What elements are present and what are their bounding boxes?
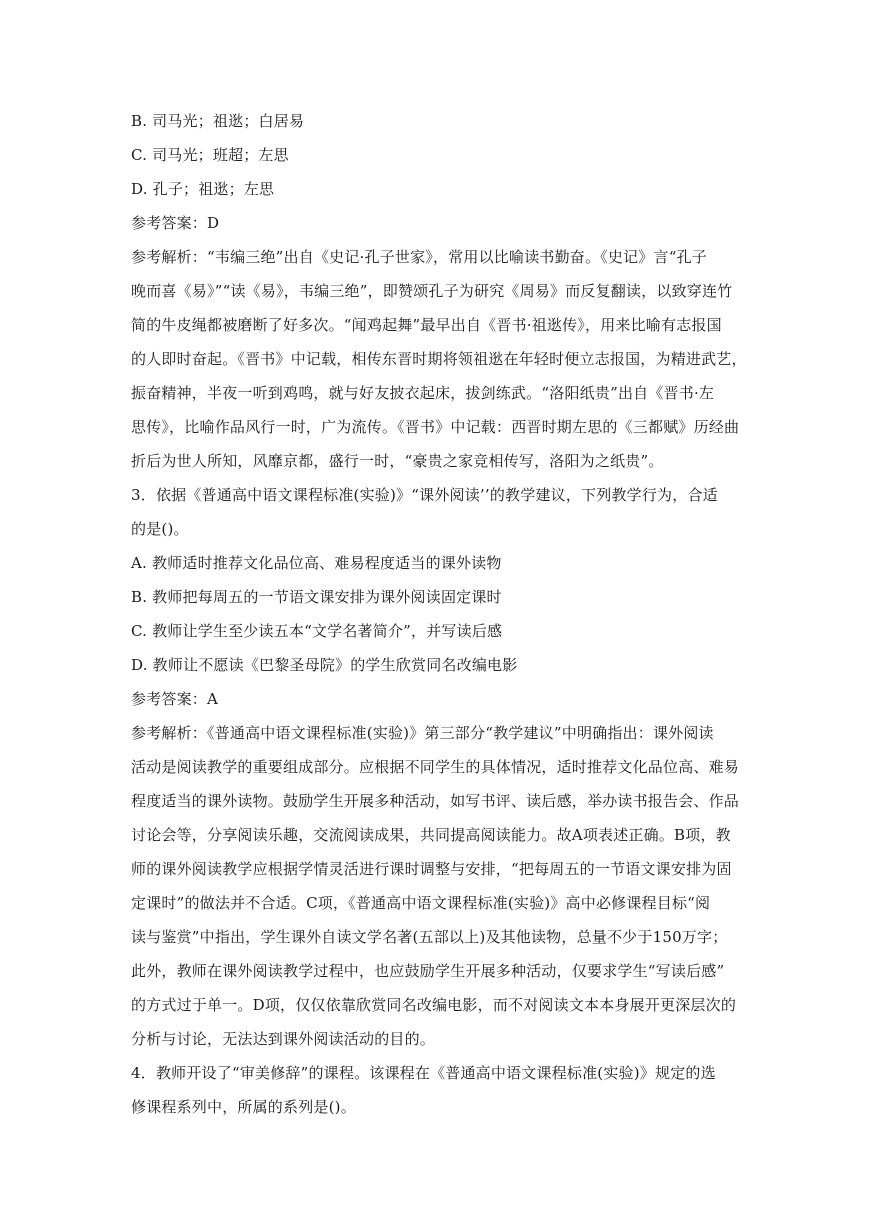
question-line: 3．依据《普通高中语文课程标准(实验)》“课外阅读’’的教学建议，下列教学行为，合适	[131, 486, 718, 504]
document-page	[131, 104, 747, 1124]
question-line: 4．教师开设了“审美修辞”的课程。该课程在《普通高中语文课程标准(实验)》规定的选	[131, 1064, 716, 1082]
analysis-line: 定课时”的做法并不合适。C项，《普通高中语文课程标准(实验)》高中必修课程目标“阅	[131, 894, 711, 912]
question-3	[131, 478, 741, 546]
q2-option-b: B. 司马光；祖逖；白居易	[131, 112, 305, 130]
question-4	[131, 1056, 741, 1124]
q2-analysis	[131, 240, 747, 478]
q3-option-c: C. 教师让学生至少读五本“文学名著简介”，并写读后感	[131, 622, 503, 640]
analysis-line: 此外，教师在课外阅读教学过程中，也应鼓励学生开展多种活动，仅要求学生“写读后感”	[131, 962, 725, 980]
analysis-line: 分析与讨论，无法达到课外阅读活动的目的。	[131, 1030, 436, 1048]
q3-options	[131, 546, 741, 682]
analysis-line: 程度适当的课外读物。鼓励学生开展多种活动，如写书评、读后感，举办读书报告会、作品	[131, 792, 740, 810]
analysis-line: 的方式过于单一。D项，仅仅依靠欣赏同名改编电影，而不对阅读文本本身展开更深层次的	[131, 996, 737, 1014]
q3-option-b: B. 教师把每周五的一节语文课安排为课外阅读固定课时	[131, 588, 502, 606]
q3-option-a: A. 教师适时推荐文化品位高、难易程度适当的课外读物	[131, 554, 502, 572]
analysis-line: 参考解析：《普通高中语文课程标准(实验)》第三部分“教学建议”中明确指出：课外阅读	[131, 724, 714, 742]
analysis-line: 思传》，比喻作品风行一时，广为流传。《晋书》中记载：西晋时期左思的《三都赋》历经曲	[131, 418, 740, 436]
analysis-line: 读与鉴赏”中指出，学生课外自读文学名著(五部以上)及其他读物，总量不少于150万字；	[131, 928, 728, 946]
analysis-line: 师的课外阅读教学应根据学情灵活进行课时调整与安排，“把每周五的一节语文课安排为固	[131, 860, 732, 878]
analysis-line: 简的牛皮绳都被磨断了好多次。“闻鸡起舞”最早出自《晋书·祖逖传》，用来比喻有志报国	[131, 316, 722, 334]
question-line: 的是()。	[131, 520, 189, 538]
analysis-line: 折后为世人所知，风靡京都，盛行一时，“豪贵之家竞相传写，洛阳为之纸贵”。	[131, 452, 664, 470]
analysis-line: 活动是阅读教学的重要组成部分。应根据不同学生的具体情况，适时推荐文化品位高、难易	[131, 758, 740, 776]
analysis-line: 参考解析：“韦编三绝”出自《史记·孔子世家》，常用以比喻读书勤奋。《史记》言“孔子	[131, 248, 707, 266]
question-line: 修课程系列中，所属的系列是()。	[131, 1098, 356, 1116]
analysis-line: 晚而喜《易》”“读《易》，韦编三绝”，即赞颂孔子为研究《周易》而反复翻读，以致穿连竹	[131, 282, 733, 300]
q2-option-c: C. 司马光；班超；左思	[131, 146, 289, 164]
q3-answer: 参考答案：A	[131, 690, 219, 708]
q2-option-d: D. 孔子；祖逖；左思	[131, 180, 275, 198]
q3-analysis	[131, 716, 741, 1056]
analysis-line: 振奋精神，半夜一听到鸡鸣，就与好友披衣起床，拔剑练武。“洛阳纸贵”出自《晋书·左	[131, 384, 715, 402]
analysis-line: 的人即时奋起。《晋书》中记载，相传东晋时期将领祖逖在年轻时便立志报国，为精进武艺，	[131, 350, 747, 368]
q2-options	[131, 104, 741, 206]
q2-answer: 参考答案：D	[131, 214, 220, 232]
q3-option-d: D. 教师让不愿读《巴黎圣母院》的学生欣赏同名改编电影	[131, 656, 518, 674]
analysis-line: 讨论会等，分享阅读乐趣，交流阅读成果，共同提高阅读能力。故A项表述正确。B项，教	[131, 826, 731, 844]
